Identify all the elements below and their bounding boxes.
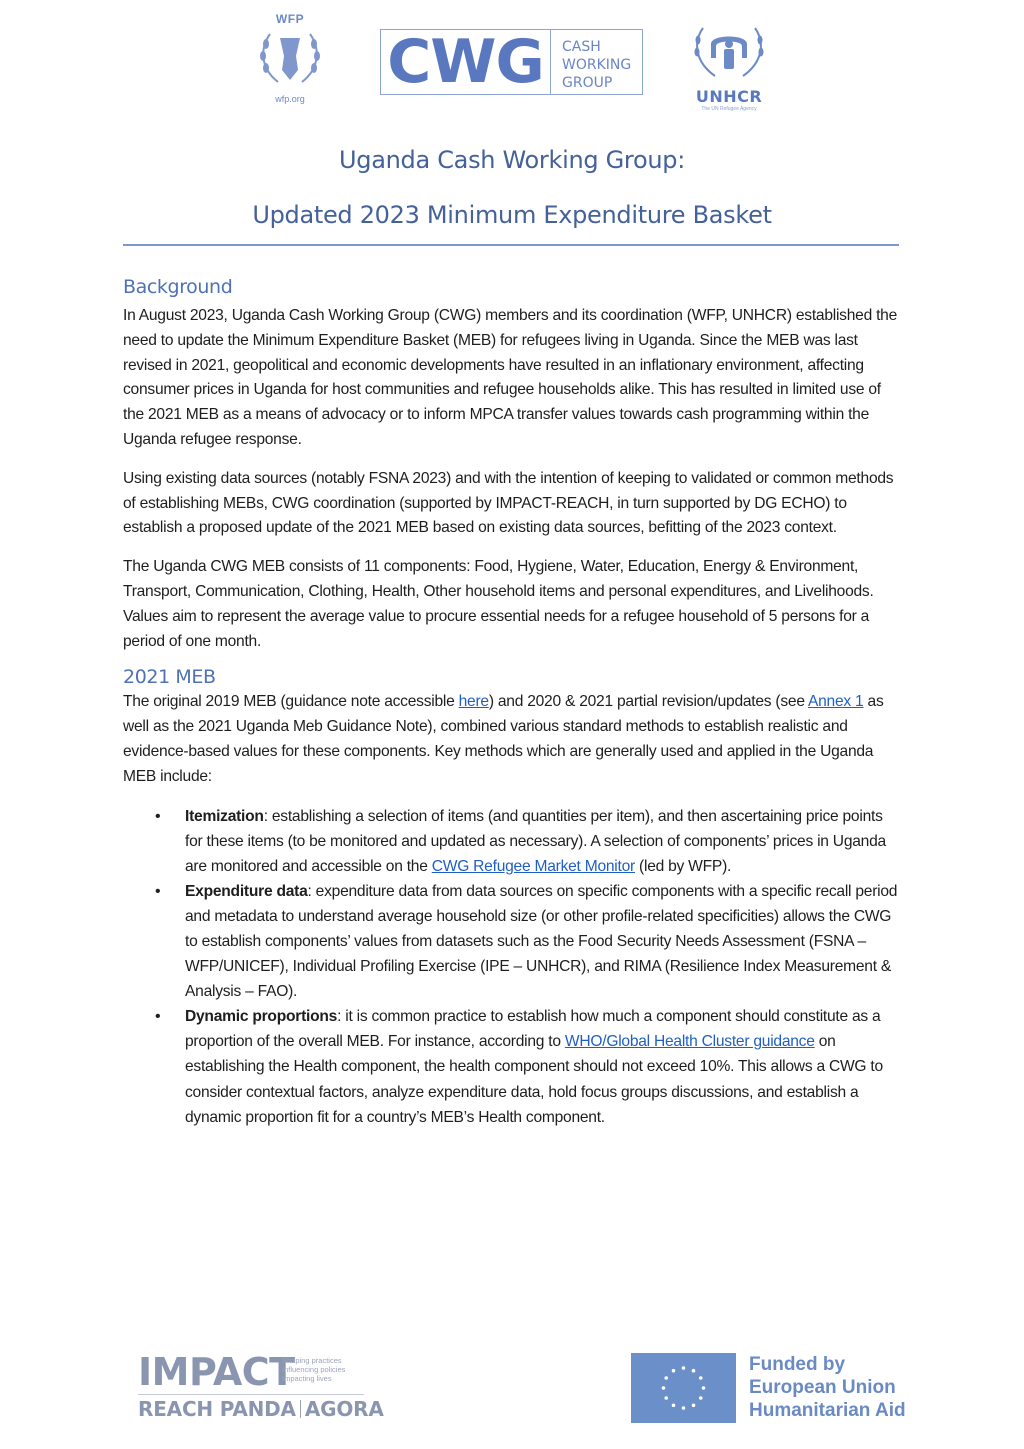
impact-logo-initiatives xyxy=(138,1397,384,1421)
unhcr-logo-title: UNHCR xyxy=(695,87,763,106)
unhcr-logo xyxy=(688,22,770,114)
title-divider xyxy=(123,244,899,246)
eu-flag-icon xyxy=(631,1353,736,1423)
section-heading-background: Background xyxy=(123,276,233,298)
wfp-logo-url: wfp.org xyxy=(275,94,305,104)
impact-logo xyxy=(138,1350,384,1422)
impact-separator xyxy=(300,1400,301,1418)
cwg-logo-line: WORKING xyxy=(562,57,632,73)
impact-logo-divider xyxy=(138,1394,364,1395)
bullet-text: : expenditure data from data sources on specific components with a specific recall period and metadata to understand average household size (or other profile-related specificities) allows the CWG to establish components’ values from datasets such as the Food Security Needs Assessment (FSNA – WFP/UNICEF), Individual Profiling Exercise (IPE – UNHCR), and RIMA (Resilience Index Measurement & Analysis – FAO). xyxy=(185,882,898,1001)
impact-logo-tagline xyxy=(282,1356,345,1383)
unhcr-emblem-icon xyxy=(689,22,769,82)
impact-initiatives-right: AGORA xyxy=(304,1397,384,1421)
document-title-line-2: Updated 2023 Minimum Expenditure Basket xyxy=(252,201,772,229)
cwg-logo-line: GROUP xyxy=(562,75,613,91)
text-run: The original 2019 MEB (guidance note accessible xyxy=(123,693,459,711)
text-run: as well as the 2021 Uganda Meb Guidance Note), combined various standard methods to establish realistic and evidence-based values for these components. Key methods which are generally used and applied in the Uganda MEB include: xyxy=(123,693,884,785)
meb2021-paragraph-1 xyxy=(123,690,903,789)
key-methods-list xyxy=(123,804,903,1130)
cwg-logo xyxy=(380,29,643,95)
wfp-logo xyxy=(252,12,328,108)
annex-1-link[interactable]: Annex 1 xyxy=(807,693,864,711)
impact-initiatives-left: REACH PANDA xyxy=(138,1397,296,1421)
cwg-refugee-market-monitor-link[interactable]: CWG Refugee Market Monitor xyxy=(431,857,635,875)
who-health-cluster-guidance-link[interactable]: WHO/Global Health Cluster guidance xyxy=(564,1033,815,1051)
cwg-logo-abbr: CWG xyxy=(381,30,551,94)
list-item-expenditure-data xyxy=(123,879,903,1004)
text-run: ) and 2020 & 2021 partial revision/updates (see xyxy=(488,693,808,711)
eu-text-line: Humanitarian Aid xyxy=(749,1400,906,1421)
eu-text-line: Funded by xyxy=(749,1354,846,1375)
tagline-line: Shaping practices xyxy=(282,1356,342,1365)
background-paragraph-2: Using existing data sources (notably FSNA 2023) and with the intention of keeping to validated or common methods of establishing MEBs, CWG coordination (supported by IMPACT-REACH, in turn supported by DG ECHO) to establish a proposed update of the 2021 MEB based on existing data sources, befitting of the 2023 context. xyxy=(123,469,894,537)
guidance-note-link[interactable]: here xyxy=(458,693,489,711)
document-title-line-1: Uganda Cash Working Group: xyxy=(339,146,685,174)
bullet-label: Dynamic proportions xyxy=(185,1008,338,1026)
unhcr-logo-subtitle: The UN Refugee Agency xyxy=(701,106,757,112)
cwg-logo-text xyxy=(551,30,642,94)
wfp-logo-title: WFP xyxy=(275,12,305,26)
eu-funding-text xyxy=(749,1353,906,1422)
eu-text-line: European Union xyxy=(749,1377,896,1398)
bullet-text: (led by WFP). xyxy=(634,857,732,875)
document-body xyxy=(123,274,903,1130)
list-item-dynamic-proportions xyxy=(123,1004,903,1129)
bullet-text: : it is common practice to establish how much a component should constitute as a proportion of the overall MEB. For instance, according to xyxy=(185,1008,881,1051)
bullet-text: : establishing a selection of items (and quantities per item), and then ascertaining price points for these items (to be monitored and updated as necessary). A selection of components’ prices in Uganda are monitored and accessible on the xyxy=(185,807,886,875)
cwg-logo-line: CASH xyxy=(562,39,601,55)
background-paragraph-1: In August 2023, Uganda Cash Working Group (CWG) members and its coordination (WFP, UNHCR) established the need to update the Minimum Expenditure Basket (MEB) for refugees living in Uganda. Since the MEB was last revised in 2021, geopolitical and economic developments have resulted in an inflationary environment, affecting consumer prices in Uganda for host communities and refugee households alike. This has resulted in limited use of the 2021 MEB as a means of advocacy or to inform MPCA transfer values towards cash programming within the Uganda refugee response. xyxy=(123,307,898,448)
bullet-text: on establishing the Health component, the health component should not exceed 10%. This allows a CWG to consider contextual factors, analyze expenditure data, hold focus groups discussions, and establish a dynamic proportion fit for a country’s MEB’s Health component. xyxy=(185,1033,883,1126)
eu-funding-logo xyxy=(631,1353,921,1425)
tagline-line: Impacting lives xyxy=(282,1374,332,1383)
tagline-line: Influencing policies xyxy=(282,1365,346,1374)
header-logos xyxy=(0,10,1024,110)
background-paragraph-3: The Uganda CWG MEB consists of 11 components: Food, Hygiene, Water, Education, Energy & Environment, Transport, Communication, Clothing, Health, Other household items and personal expenditures, and Livelihoods. Values aim to represent the average value to procure essential needs for a refugee household of 5 persons for a period of one month. xyxy=(123,558,874,650)
section-heading-2021-meb: 2021 MEB xyxy=(123,666,216,689)
bullet-label: Expenditure data xyxy=(185,882,308,900)
list-item-itemization xyxy=(123,804,903,879)
bullet-label: Itemization xyxy=(185,807,264,825)
wfp-emblem-icon xyxy=(256,26,324,88)
impact-logo-title: IMPACT xyxy=(138,1350,295,1394)
